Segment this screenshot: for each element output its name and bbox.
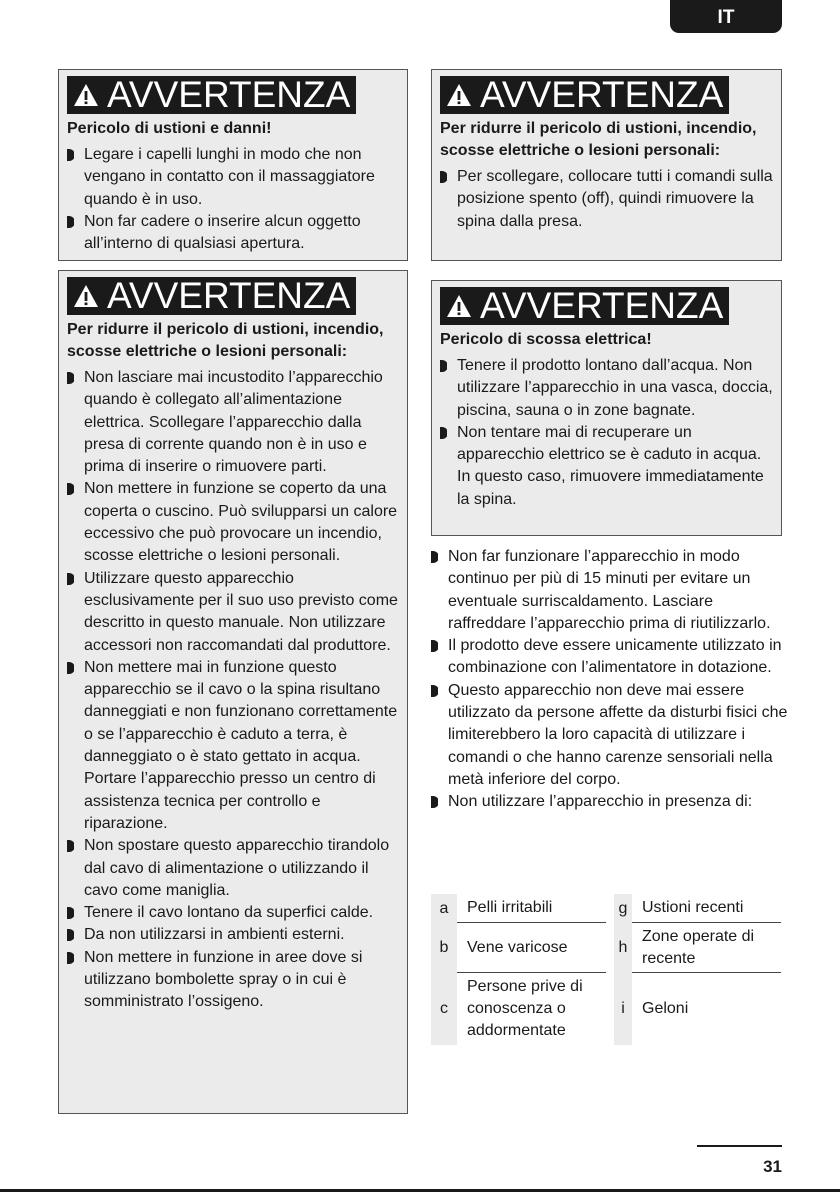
warning-box-electric-shock [431,280,782,536]
condition-text: Vene varicose [457,923,606,973]
warning-heading: Per ridurre il pericolo di ustioni, incendio, scosse elettriche o lesioni personali: [67,321,384,360]
condition-text: Zone operate di recente [632,923,781,973]
bullet-icon [67,952,74,964]
bullet-icon [67,840,74,852]
bullet-icon [67,149,74,161]
warning-list [67,144,399,255]
condition-letter: h [606,923,632,973]
list-item: Non lasciare mai incustodito l’apparecchio quando è collegato all’alimentazione elettrica. Scollegare l’apparecchio dalla presa di corrente quando non è in uso e prima di inserire o rimuovere parti. [67,367,399,478]
bullet-icon [67,929,74,941]
list-item: Questo apparecchio non deve mai essere utilizzato da persone affette da disturbi fisici che limiterebbero la loro capacità di utilizzare i comandi o che hanno carenze sensoriali nella metà inferiore del corpo. [431,680,791,791]
list-item: Da non utilizzarsi in ambienti esterni. [67,924,399,946]
bullet-icon [440,427,447,439]
bullet-icon [431,796,438,808]
table-row [431,894,781,923]
list-item: Tenere il prodotto lontano dall’acqua. Non utilizzare l’apparecchio in una vasca, doccia, piscina, sauna o in zone bagnate. [440,355,773,422]
bullet-icon [440,171,447,183]
list-item: Non far funzionare l’apparecchio in modo continuo per più di 15 minuti per evitare un eventuale surriscaldamento. Lasciare raffreddare l’apparecchio prima di riutilizzarlo. [431,546,791,635]
list-item: Tenere il cavo lontano da superfici calde. [67,902,399,924]
warning-label: AVVERTENZA [107,74,351,115]
list-item: Non mettere in funzione in aree dove si utilizzano bombolette spray o in cui è somministrato l’ossigeno. [67,947,399,1014]
warning-triangle-icon [73,83,99,107]
condition-text: Ustioni recenti [632,894,781,923]
condition-letter: b [431,923,457,973]
warning-triangle-icon [73,284,99,308]
bullet-icon [67,372,74,384]
bullet-icon [67,573,74,585]
list-item: Non utilizzare l’apparecchio in presenza di: [431,791,791,813]
condition-text: Geloni [642,1000,689,1017]
list-item: Legare i capelli lunghi in modo che non vengano in contatto con il massaggiatore quando è in uso. [67,144,399,211]
condition-text: Pelli irritabili [457,894,606,923]
warning-title [440,76,729,114]
warning-triangle-icon [446,294,472,318]
page-number: 31 [763,1157,782,1176]
list-item: Utilizzare questo apparecchio esclusivamente per il suo uso previsto come descritto in questo manuale. Non utilizzare accessori non raccomandati dal produttore. [67,568,399,657]
bullet-icon [431,551,438,563]
bullet-icon [440,360,447,372]
condition-letter: a [431,894,457,923]
warning-heading: Pericolo di ustioni e danni! [67,120,272,137]
condition-letter: i [606,973,632,1045]
warning-label: AVVERTENZA [480,285,724,326]
warning-title [440,287,729,325]
warning-label: AVVERTENZA [107,275,351,316]
bullet-icon [67,216,74,228]
list-item: Non mettere in funzione se coperto da una coperta o cuscino. Può svilupparsi un calore eccessivo che può provocare un incendio, scosse elettriche o lesioni personali. [67,478,399,567]
warning-list [67,367,399,1014]
condition-letter: c [431,973,457,1045]
bullet-icon [67,907,74,919]
warning-triangle-icon [446,83,472,107]
warning-heading: Pericolo di scossa elettrica! [440,331,652,348]
list-item: Non far cadere o inserire alcun oggetto all’interno di qualsiasi apertura. [67,211,399,256]
warning-list [440,355,773,511]
list-item: Non mettere mai in funzione questo apparecchio se il cavo o la spina risultano danneggiati e non funzionano correttamente o se l’apparecchio è caduto a terra, è danneggiato o è stato gettato in acqua. Portare l’apparecchio presso un centro di assistenza tecnica per controllo e riparazione. [67,657,399,835]
warning-list [440,166,773,233]
bullet-icon [67,483,74,495]
list-item: Il prodotto deve essere unicamente utilizzato in combinazione con l’alimentatore in dotazione. [431,635,791,680]
warning-title [67,76,356,114]
warning-box-burns [58,69,408,261]
list-item: Non tentare mai di recuperare un apparecchio elettrico se è caduto in acqua. In questo caso, rimuovere immediatamente la spina. [440,422,773,511]
condition-letter: g [606,894,632,923]
language-tab: IT [670,0,782,33]
condition-text: Persone prive di conoscenza o addormentate [467,978,583,1039]
warning-title [67,277,356,315]
table-row [431,923,781,973]
page-number-rule [697,1145,782,1147]
bullet-icon [67,662,74,674]
list-item: Non spostare questo apparecchio tirandolo dal cavo di alimentazione o utilizzando il cavo come maniglia. [67,835,399,902]
table-row [431,973,781,1045]
warning-heading: Per ridurre il pericolo di ustioni, incendio, scosse elettriche o lesioni personali: [440,120,757,159]
bullet-icon [431,685,438,697]
warning-box-general [58,270,408,1114]
usage-notes-list [431,546,791,814]
warning-box-disconnect [431,69,782,261]
conditions-table [431,894,781,1045]
warning-label: AVVERTENZA [480,74,724,115]
bullet-icon [431,640,438,652]
list-item: Per scollegare, collocare tutti i comandi sulla posizione spento (off), quindi rimuovere la spina dalla presa. [440,166,773,233]
